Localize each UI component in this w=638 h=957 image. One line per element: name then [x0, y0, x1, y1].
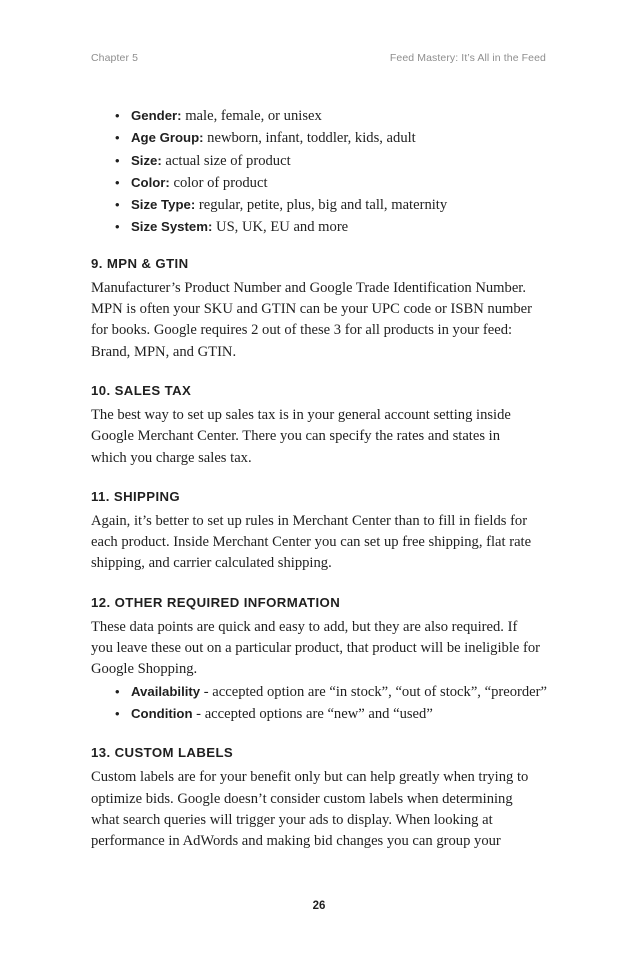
- list-item: • Size Type: regular, petite, plus, big and tall, maternity: [115, 194, 547, 216]
- required-list: [91, 681, 547, 726]
- section-body: Again, it’s better to set up rules in Merchant Center than to fill in fields for each product. Inside Merchant Center you can set up free shipping, flat rate shipping, and carrier calculated shipping.: [91, 512, 532, 572]
- section-sales-tax: [91, 382, 547, 469]
- list-item: • Condition - accepted options are “new” and “used”: [115, 703, 547, 725]
- list-item: • Size: actual size of product: [115, 150, 547, 172]
- list-item: • Size System: US, UK, EU and more: [115, 216, 547, 238]
- list-item: • Gender: male, female, or unisex: [115, 105, 547, 127]
- list-item: • Color: color of product: [115, 172, 547, 194]
- section-other-required: [91, 594, 547, 725]
- section-body: Custom labels are for your benefit only but can help greatly when trying to optimize bids. Google doesn’t consider custom labels when determining what search queries will trigger your ads to display. When looking at performance in AdWords and making bid changes you can group your: [91, 769, 529, 850]
- section-heading: 13. CUSTOM LABELS: [91, 745, 234, 761]
- body-content: [91, 105, 547, 852]
- section-heading: 11. SHIPPING: [91, 488, 181, 504]
- list-item: • Availability - accepted option are “in stock”, “out of stock”, “preorder”: [115, 681, 547, 703]
- list-item: • Age Group: newborn, infant, toddler, kids, adult: [115, 127, 547, 149]
- chapter-label: Chapter 5: [91, 52, 139, 64]
- section-body: These data points are quick and easy to add, but they are also required. If you leave these out on a particular product, that product will be ineligible for Google Shopping.: [91, 618, 541, 678]
- section-body: Manufacturer’s Product Number and Google Trade Identification Number. MPN is often your SKU and GTIN can be your UPC code or ISBN number for books. Google requires 2 out of these 3 for all products in your feed: Brand, MPN, and GTIN.: [91, 279, 532, 360]
- running-header: [91, 52, 546, 64]
- book-title: Feed Mastery: It’s All in the Feed: [389, 52, 546, 64]
- section-custom-labels: [91, 744, 547, 852]
- section-mpn-gtin: [91, 255, 547, 363]
- section-body: The best way to set up sales tax is in your general account setting inside Google Merchant Center. There you can specify the rates and states in which you charge sales tax.: [91, 406, 511, 466]
- attributes-list: [91, 105, 547, 239]
- section-heading: 12. OTHER REQUIRED INFORMATION: [91, 594, 341, 610]
- section-heading: 10. SALES TAX: [91, 382, 192, 398]
- section-heading: 9. MPN & GTIN: [91, 255, 189, 271]
- section-shipping: [91, 488, 547, 575]
- page-number: 26: [312, 900, 326, 912]
